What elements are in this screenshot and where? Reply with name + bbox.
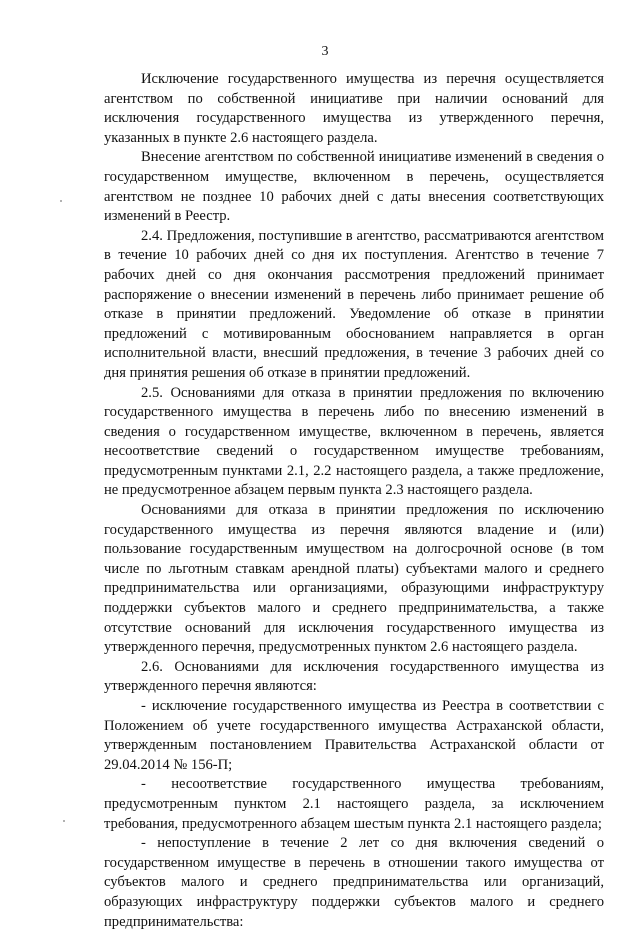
list-item-registry-exclusion: - исключение государственного имущества из Реестра в соответствии с Положением об учете государственного имущества Астраханской области, утвержденным постановлением Правительства Астраханской области от 29.04.2014 № 156-П;	[104, 698, 604, 773]
document-body	[104, 70, 604, 932]
scan-speck	[60, 200, 62, 202]
paragraph-changes-initiative: Внесение агентством по собственной инициативе изменений в сведения о государственном имуществе, включенном в перечень, осуществляется агентством не позднее 10 рабочих дней с даты внесения соответствующих изменений в Реестр.	[104, 149, 604, 225]
list-item-requirements-mismatch: - несоответствие государственного имущества требованиям, предусмотренным пунктом 2.1 настоящего раздела, за исключением требования, предусмотренного абзацем шестым пункта 2.1 настоящего раздела;	[104, 776, 604, 832]
list-item-no-applications: - непоступление в течение 2 лет со дня включения сведений о государственном имуществе в перечень в отношении такого имущества от субъектов малого и среднего предпринимательства или организаций, образующих инфраструктуру поддержки субъектов малого и среднего предпринимательства:	[104, 835, 604, 930]
scan-speck	[63, 820, 65, 822]
paragraph-2-6: 2.6. Основаниями для исключения государственного имущества из утвержденного перечня являются:	[104, 658, 604, 695]
paragraph-exclusion-initiative: Исключение государственного имущества из перечня осуществляется агентством по собственной инициативе при наличии оснований для исключения государственного имущества из утвержденного перечня, указанных в пункте 2.6 настоящего раздела.	[104, 71, 604, 146]
paragraph-refusal-exclusion: Основаниями для отказа в принятии предложения по исключению государственного имущества из перечня являются владение и (или) пользование государственным имуществом на долгосрочной основе (в том числе по льготным ставкам арендной платы) субъектами малого и среднего предпринимательства или организациями, образующими инфраструктуру поддержки субъектов малого и среднего предпринимательства, а также отсутствие оснований для исключения государственного имущества из утвержденного перечня, предусмотренных пунктом 2.6 настоящего раздела.	[104, 502, 604, 656]
paragraph-2-4: 2.4. Предложения, поступившие в агентство, рассматриваются агентством в течение 10 рабочих дней со дня их поступления. Агентство в течение 7 рабочих дней со дня окончания рассмотрения предложений принимает распоряжение о внесении изменений в перечень либо принимает решение об отказе в принятии предложений. Уведомление об отказе в принятии предложений с мотивированным обоснованием направляется в орган исполнительной власти, внесший предложения, в течение 3 рабочих дней со дня принятия решения об отказе в принятии предложений.	[104, 227, 604, 381]
paragraph-2-5: 2.5. Основаниями для отказа в принятии предложения по включению государственного имущества в перечень либо по внесению изменений в сведения о государственном имуществе, включенном в перечень, является несоответствие сведений о государственном имуществе требованиям, предусмотренным пунктами 2.1, 2.2 настоящего раздела, а также предложение, не предусмотренное абзацем первым пункта 2.3 настоящего раздела.	[104, 384, 604, 499]
page-number: 3	[321, 44, 329, 59]
